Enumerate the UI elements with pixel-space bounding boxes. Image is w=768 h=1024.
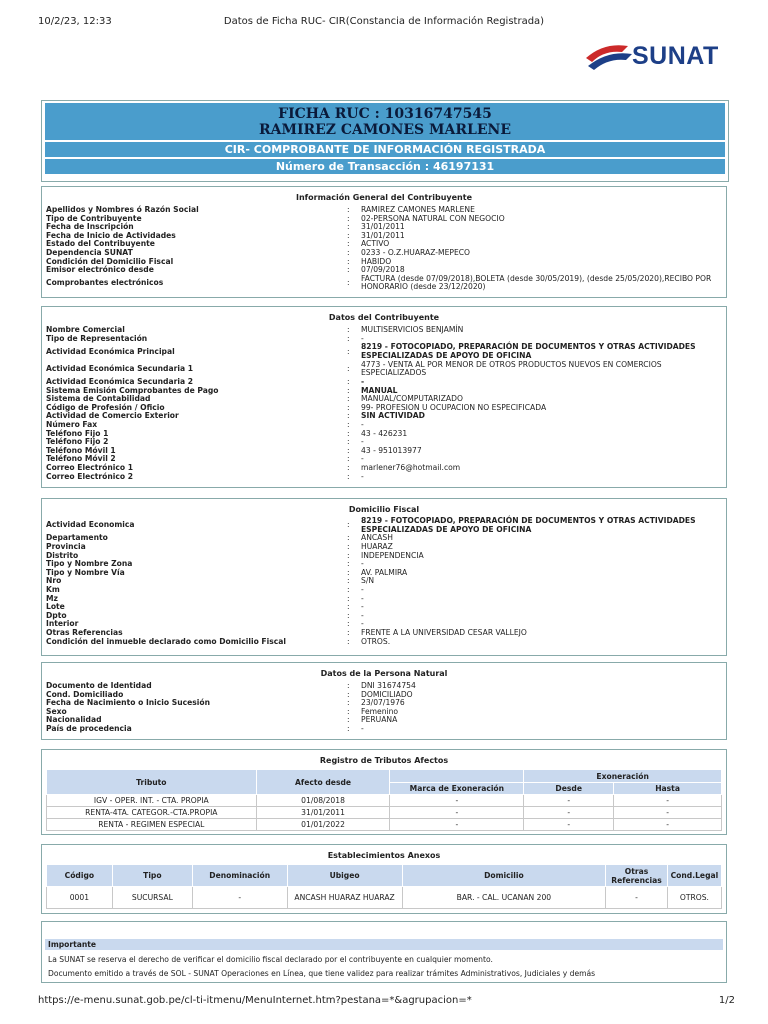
tributos-table	[46, 769, 722, 831]
row-value: -	[361, 610, 364, 620]
row-label: Actividad Económica Secundaria 2	[46, 377, 194, 386]
row-separator: :	[347, 256, 350, 266]
row-separator: :	[347, 689, 350, 699]
panel-title: Domicilio Fiscal	[348, 505, 420, 514]
row-label: Fecha de Inscripción	[46, 222, 134, 232]
info-row	[46, 586, 722, 595]
row-label: Documento de Identidad	[46, 681, 152, 690]
row-label: Km	[46, 585, 60, 594]
row-label: Correo Electrónico 2	[46, 471, 133, 481]
col-afecto: Afecto desde	[256, 770, 390, 795]
tributos-panel	[41, 749, 727, 835]
table-cell: ANCASH HUARAZ HUARAZ	[287, 887, 402, 909]
row-separator: :	[347, 385, 350, 395]
row-label: Condición del inmueble declarado como Domicilio Fiscal	[46, 636, 286, 646]
row-label: Teléfono Móvil 1	[46, 445, 116, 455]
row-separator: :	[347, 333, 350, 343]
row-value: OTROS.	[361, 636, 391, 646]
column-header: Ubigeo	[287, 865, 402, 887]
row-value: -	[361, 471, 364, 481]
row-label: Sexo	[46, 706, 67, 716]
row-label: Comprobantes electrónicos	[46, 278, 164, 288]
row-separator: :	[347, 567, 350, 577]
row-separator: :	[347, 437, 350, 447]
panel-title: Datos de la Persona Natural	[320, 669, 448, 678]
row-separator: :	[347, 454, 350, 464]
row-label: Tipo y Nombre Vía	[46, 567, 125, 577]
info-row	[46, 552, 722, 561]
info-row	[46, 569, 722, 578]
info-row	[46, 412, 722, 421]
row-label: Fecha de Nacimiento o Inicio Sucesión	[46, 698, 211, 708]
row-separator: :	[347, 377, 350, 386]
ficha-title-bar	[45, 103, 725, 140]
importante-title: Importante	[45, 939, 723, 950]
row-separator: :	[347, 213, 350, 223]
row-label: Sistema de Contabilidad	[46, 394, 151, 404]
row-label: Tipo de Representación	[46, 333, 148, 343]
row-label: Teléfono Fijo 1	[46, 428, 109, 438]
table-cell: SUCURSAL	[112, 887, 192, 909]
table-cell: IGV - OPER. INT. - CTA. PROPIA	[47, 795, 257, 807]
row-label: Dependencia SUNAT	[46, 248, 133, 257]
row-separator: :	[347, 363, 350, 373]
row-value: ANCASH	[361, 533, 393, 543]
table-cell: -	[390, 807, 524, 819]
col-hasta: Hasta	[614, 783, 722, 795]
column-header: Cond.Legal	[667, 865, 721, 887]
row-value: RAMIREZ CAMONES MARLENE	[361, 205, 475, 214]
row-separator: :	[347, 593, 350, 603]
persona-panel	[41, 662, 727, 740]
info-row	[46, 275, 722, 293]
footer-url: https://e-menu.sunat.gob.pe/cl-ti-itmenu/MenuInternet.htm?pestana=*&agrupacion=*	[38, 995, 472, 1006]
sunat-logo	[582, 36, 728, 76]
domicilio-panel	[41, 498, 727, 656]
info-row	[46, 517, 722, 534]
row-label: Dpto	[46, 610, 67, 620]
table-cell: RENTA - REGIMEN ESPECIAL	[47, 819, 257, 831]
cir-line: CIR- COMPROBANTE DE INFORMACIÓN REGISTRADA	[45, 142, 725, 157]
row-separator: :	[347, 576, 350, 586]
row-separator: :	[347, 619, 350, 629]
row-label: Provincia	[46, 542, 86, 551]
column-header: Tipo	[112, 865, 192, 887]
row-label: Fecha de Inicio de Actividades	[46, 230, 176, 240]
panel-title: Registro de Tributos Afectos	[319, 756, 449, 765]
row-label: Número Fax	[46, 420, 98, 429]
table-row	[47, 795, 722, 807]
row-value: -	[361, 602, 364, 612]
table-cell: -	[390, 819, 524, 831]
row-separator: :	[347, 715, 350, 725]
info-row	[46, 447, 722, 456]
info-row	[46, 464, 722, 473]
row-separator: :	[347, 681, 350, 690]
row-value: 4773 - VENTA AL POR MENOR DE OTROS PRODUCTOS NUEVOS EN COMERCIOS ESPECIALIZADOS	[361, 359, 662, 378]
row-value: 8219 - FOTOCOPIADO, PREPARACIÓN DE DOCUMENTOS Y OTRAS ACTIVIDADES ESPECIALIZADAS DE APOYO DE OFICINA	[361, 516, 696, 534]
row-label: País de procedencia	[46, 724, 132, 733]
row-value: DNI 31674754	[361, 681, 416, 690]
info-row	[46, 577, 722, 586]
row-value: FACTURA (desde 07/09/2018),BOLETA (desde 30/05/2019), (desde 25/05/2020),RECIBO POR HONORARIO (desde 23/12/2020)	[361, 273, 712, 292]
table-cell: -	[606, 887, 668, 909]
row-label: Distrito	[46, 550, 79, 560]
table-cell: -	[524, 819, 614, 831]
table-cell: BAR. - CAL. UCANAN 200	[402, 887, 606, 909]
row-value: MANUAL/COMPUTARIZADO	[361, 394, 463, 404]
table-cell: -	[390, 795, 524, 807]
row-label: Actividad Económica Secundaria 1	[46, 363, 194, 373]
row-value: -	[361, 559, 364, 569]
table-cell: -	[524, 795, 614, 807]
importante-panel	[41, 921, 727, 983]
column-header: Domicilio	[402, 865, 606, 887]
transaction-line: Número de Transacción : 46197131	[45, 159, 725, 174]
row-value: marlener76@hotmail.com	[361, 463, 461, 472]
row-separator: :	[347, 471, 350, 481]
row-separator: :	[347, 533, 350, 543]
row-label: Emisor electrónico desde	[46, 265, 154, 275]
info-row	[46, 343, 722, 360]
row-separator: :	[347, 698, 350, 708]
row-label: Condición del Domicilio Fiscal	[46, 256, 174, 266]
col-marca-spacer	[390, 770, 524, 783]
ficha-header	[41, 100, 729, 182]
row-separator: :	[347, 205, 350, 214]
row-separator: :	[347, 394, 350, 404]
table-cell: RENTA-4TA. CATEGOR.-CTA.PROPIA	[47, 807, 257, 819]
table-cell: -	[614, 819, 722, 831]
row-label: Actividad de Comercio Exterior	[46, 411, 179, 421]
row-value: 23/07/1976	[361, 698, 405, 708]
table-row	[47, 819, 722, 831]
table-cell: -	[614, 795, 722, 807]
table-cell: 01/08/2018	[256, 795, 390, 807]
contribuyente-panel	[41, 306, 727, 488]
row-label: Nombre Comercial	[46, 325, 125, 334]
row-value: Femenino	[361, 706, 399, 716]
row-value: -	[361, 585, 364, 594]
general-info-panel	[41, 186, 727, 298]
importante-line-1: La SUNAT se reserva el derecho de verificar el domicilio fiscal declarado por el contribuyente en cualquier momento.	[48, 955, 493, 964]
row-value: MULTISERVICIOS BENJAMÍN	[361, 325, 464, 334]
info-row	[46, 326, 722, 335]
row-value: -	[361, 619, 364, 629]
row-separator: :	[347, 724, 350, 733]
info-row	[46, 473, 722, 482]
print-date: 10/2/23, 12:33	[38, 16, 112, 27]
sunat-logo-mark-icon	[582, 36, 634, 76]
row-separator: :	[347, 278, 350, 288]
row-value: 43 - 426231	[361, 428, 408, 438]
row-value: AV. PALMIRA	[361, 567, 408, 577]
print-title: Datos de Ficha RUC- CIR(Constancia de Información Registrada)	[223, 16, 545, 27]
info-row	[46, 595, 722, 604]
row-label: Lote	[46, 602, 65, 612]
row-label: Interior	[46, 619, 79, 629]
row-label: Correo Electrónico 1	[46, 463, 133, 472]
row-separator: :	[347, 428, 350, 438]
panel-title: Establecimientos Anexos	[327, 851, 441, 860]
row-separator: :	[347, 325, 350, 334]
info-row	[46, 612, 722, 621]
row-value: SIN ACTIVIDAD	[361, 411, 425, 421]
table-row	[47, 807, 722, 819]
row-separator: :	[347, 411, 350, 421]
row-label: Sistema Emisión Comprobantes de Pago	[46, 385, 219, 395]
info-row	[46, 430, 722, 439]
row-separator: :	[347, 239, 350, 249]
panel-title: Datos del Contribuyente	[328, 313, 440, 322]
table-row	[47, 887, 722, 909]
row-separator: :	[347, 636, 350, 646]
importante-line-2: Documento emitido a través de SOL - SUNAT Operaciones en Línea, que tiene validez para realizar trámites Administrativos, Judiciales y demás	[48, 969, 596, 978]
row-label: Código de Profesión / Oficio	[46, 402, 165, 412]
row-value: -	[361, 333, 364, 343]
row-label: Tipo de Contribuyente	[46, 213, 142, 223]
table-cell: 31/01/2011	[256, 807, 390, 819]
row-separator: :	[347, 610, 350, 620]
row-label: Teléfono Móvil 2	[46, 454, 116, 464]
table-cell: -	[192, 887, 287, 909]
row-value: HABIDO	[361, 256, 392, 266]
row-value: 02-PERSONA NATURAL CON NEGOCIO	[361, 213, 505, 223]
table-cell: -	[614, 807, 722, 819]
column-header: Denominación	[192, 865, 287, 887]
row-value: ACTIVO	[361, 239, 390, 249]
row-separator: :	[347, 248, 350, 257]
row-separator: :	[347, 559, 350, 569]
row-separator: :	[347, 628, 350, 637]
row-value: PERUANA	[361, 715, 398, 725]
row-separator: :	[347, 402, 350, 412]
row-label: Otras Referencias	[46, 628, 123, 637]
row-separator: :	[347, 585, 350, 594]
info-row	[46, 638, 722, 647]
row-label: Nro	[46, 576, 62, 586]
row-label: Apellidos y Nombres ó Razón Social	[46, 205, 199, 214]
info-row	[46, 716, 722, 725]
row-value: 0233 - O.Z.HUARAZ-MEPECO	[361, 248, 471, 257]
row-label: Nacionalidad	[46, 715, 102, 725]
row-value: -	[361, 377, 365, 386]
row-label: Departamento	[46, 533, 108, 543]
row-label: Cond. Domiciliado	[46, 689, 124, 699]
anexos-table	[46, 864, 722, 909]
row-separator: :	[347, 550, 350, 560]
col-marca: Marca de Exoneración	[390, 783, 524, 795]
row-label: Actividad Económica Principal	[46, 346, 175, 356]
row-value: -	[361, 593, 364, 603]
row-separator: :	[347, 706, 350, 716]
row-value: INDEPENDENCIA	[361, 550, 424, 560]
row-value: -	[361, 420, 364, 429]
row-value: -	[361, 454, 364, 464]
row-value: 43 - 951013977	[361, 445, 422, 455]
row-value: -	[361, 437, 364, 447]
row-value: 99- PROFESION U OCUPACION NO ESPECIFICADA	[361, 402, 547, 412]
info-row	[46, 361, 722, 378]
row-separator: :	[347, 542, 350, 551]
ruc-line: FICHA RUC : 10316747545	[278, 106, 492, 122]
col-desde: Desde	[524, 783, 614, 795]
print-header	[0, 16, 768, 30]
table-cell: OTROS.	[667, 887, 721, 909]
panel-title: Información General del Contribuyente	[295, 193, 473, 202]
col-exoneracion: Exoneración	[524, 770, 722, 783]
row-value: DOMICILIADO	[361, 689, 413, 699]
table-cell: 01/01/2022	[256, 819, 390, 831]
info-row	[46, 725, 722, 734]
row-label: Teléfono Fijo 2	[46, 437, 109, 447]
row-separator: :	[347, 420, 350, 429]
column-header: Código	[47, 865, 113, 887]
page-number: 1/2	[718, 995, 735, 1006]
row-value: 07/09/2018	[361, 265, 405, 275]
col-tributo: Tributo	[47, 770, 257, 795]
row-separator: :	[347, 520, 350, 530]
row-label: Mz	[46, 593, 58, 603]
row-value: FRENTE A LA UNIVERSIDAD CESAR VALLEJO	[361, 628, 527, 637]
column-header: Otras Referencias	[606, 865, 668, 887]
row-value: S/N	[361, 576, 375, 586]
row-separator: :	[347, 222, 350, 232]
table-cell: 0001	[47, 887, 113, 909]
row-label: Estado del Contribuyente	[46, 239, 155, 249]
row-value: -	[361, 724, 364, 733]
anexos-panel	[41, 844, 727, 914]
row-value: 8219 - FOTOCOPIADO, PREPARACIÓN DE DOCUMENTOS Y OTRAS ACTIVIDADES ESPECIALIZADAS DE APOYO DE OFICINA	[361, 342, 696, 360]
sunat-logo-text: SUNAT	[632, 42, 719, 70]
row-separator: :	[347, 346, 350, 356]
row-separator: :	[347, 463, 350, 472]
row-label: Tipo y Nombre Zona	[46, 559, 133, 569]
row-separator: :	[347, 265, 350, 275]
name-line: RAMIREZ CAMONES MARLENE	[258, 122, 512, 138]
row-separator: :	[347, 230, 350, 240]
row-value: 31/01/2011	[361, 222, 405, 232]
table-cell: -	[524, 807, 614, 819]
info-row	[46, 603, 722, 612]
row-separator: :	[347, 602, 350, 612]
row-label: Actividad Economica	[46, 520, 135, 530]
row-value: MANUAL	[361, 385, 398, 395]
row-value: 31/01/2011	[361, 230, 405, 240]
row-value: HUARAZ	[361, 542, 393, 551]
row-separator: :	[347, 445, 350, 455]
